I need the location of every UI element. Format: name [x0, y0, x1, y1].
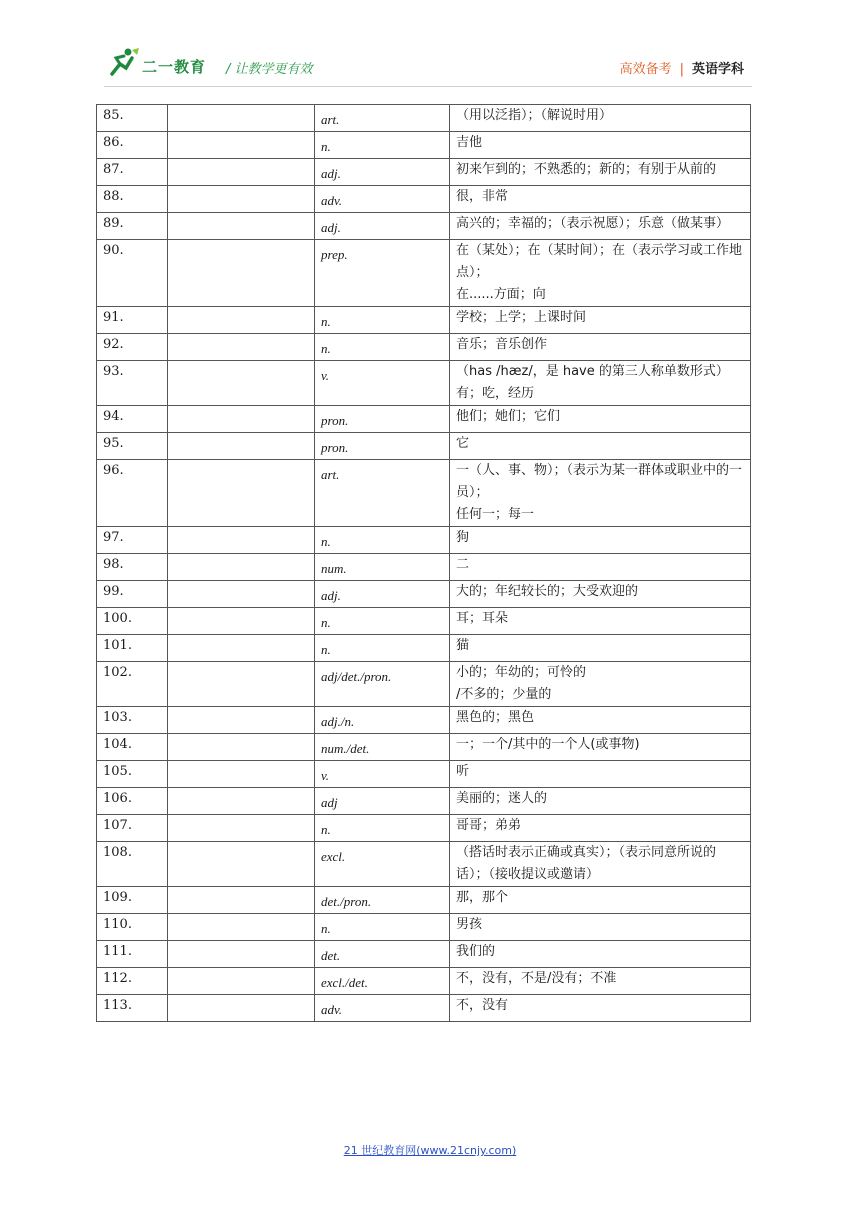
meaning-line: （has /hæz/，是 have 的第三人称单数形式）有；吃，经历: [456, 364, 729, 401]
row-number: 98.: [97, 554, 168, 581]
table-row: [97, 734, 751, 761]
part-of-speech: det./pron.: [321, 894, 372, 909]
row-number: 107.: [97, 815, 168, 842]
table-row: [97, 707, 751, 734]
page-header: [0, 0, 860, 100]
meaning-cell: [450, 361, 751, 406]
part-of-speech: n.: [321, 642, 331, 657]
table-row: [97, 968, 751, 995]
word-blank-cell: [168, 527, 315, 554]
meaning-cell: [450, 968, 751, 995]
word-blank-cell: [168, 159, 315, 186]
meaning-line: 音乐；音乐创作: [456, 337, 548, 352]
row-number: 97.: [97, 527, 168, 554]
table-row: [97, 995, 751, 1022]
word-blank-cell: [168, 815, 315, 842]
word-blank-cell: [168, 581, 315, 608]
row-number: 95.: [97, 433, 168, 460]
meaning-line: 不，没有，不是/没有；不准: [456, 971, 617, 986]
part-of-speech: v.: [321, 768, 330, 783]
table-row: [97, 941, 751, 968]
meaning-cell: [450, 433, 751, 460]
meaning-cell: [450, 788, 751, 815]
meaning-line: 二: [456, 557, 470, 572]
word-blank-cell: [168, 105, 315, 132]
meaning-cell: [450, 240, 751, 307]
table-row: [97, 240, 751, 307]
part-of-speech-cell: [315, 761, 450, 788]
word-blank-cell: [168, 406, 315, 433]
meaning-cell: [450, 941, 751, 968]
meaning-line: （搭话时表示正确或真实）；（表示同意所说的话）；（接收提议或邀请）: [456, 845, 717, 882]
part-of-speech-cell: [315, 105, 450, 132]
part-of-speech: excl.: [321, 849, 346, 864]
meaning-line: 听: [456, 764, 470, 779]
row-number: 110.: [97, 914, 168, 941]
row-number: 105.: [97, 761, 168, 788]
meaning-cell: [450, 608, 751, 635]
table-row: [97, 662, 751, 707]
part-of-speech: n.: [321, 534, 331, 549]
word-blank-cell: [168, 995, 315, 1022]
meaning-line: 猫: [456, 638, 470, 653]
part-of-speech-cell: [315, 527, 450, 554]
table-row: [97, 581, 751, 608]
meaning-cell: [450, 887, 751, 914]
row-number: 103.: [97, 707, 168, 734]
part-of-speech-cell: [315, 734, 450, 761]
row-number: 108.: [97, 842, 168, 887]
part-of-speech: n.: [321, 615, 331, 630]
footer-link[interactable]: 21 世纪教育网(www.21cnjy.com): [343, 1144, 517, 1157]
meaning-line: 哥哥；弟弟: [456, 818, 522, 833]
row-number: 90.: [97, 240, 168, 307]
vocabulary-table: [96, 104, 751, 1022]
table-row: [97, 842, 751, 887]
table-row: [97, 132, 751, 159]
meaning-line: 我们的: [456, 944, 496, 959]
part-of-speech-cell: [315, 361, 450, 406]
meaning-cell: [450, 186, 751, 213]
part-of-speech: art.: [321, 467, 340, 482]
meaning-line: 黑色的；黑色: [456, 710, 535, 725]
header-subject: [620, 58, 744, 77]
row-number: 109.: [97, 887, 168, 914]
meaning-cell: [450, 635, 751, 662]
table-row: [97, 554, 751, 581]
part-of-speech-cell: [315, 608, 450, 635]
row-number: 89.: [97, 213, 168, 240]
part-of-speech-cell: [315, 707, 450, 734]
table-row: [97, 788, 751, 815]
meaning-cell: [450, 734, 751, 761]
word-blank-cell: [168, 968, 315, 995]
meaning-cell: [450, 842, 751, 887]
meaning-line: （用以泛指）；（解说时用）: [456, 108, 613, 123]
meaning-line: 很，非常: [456, 189, 509, 204]
part-of-speech-cell: [315, 662, 450, 707]
meaning-cell: [450, 995, 751, 1022]
part-of-speech-cell: [315, 815, 450, 842]
part-of-speech-cell: [315, 941, 450, 968]
word-blank-cell: [168, 707, 315, 734]
word-blank-cell: [168, 635, 315, 662]
part-of-speech: adv.: [321, 1002, 343, 1017]
row-number: 91.: [97, 307, 168, 334]
meaning-cell: [450, 334, 751, 361]
meaning-line: 吉他: [456, 135, 483, 150]
row-number: 104.: [97, 734, 168, 761]
meaning-line: 高兴的；幸福的；（表示祝愿）；乐意（做某事）: [456, 216, 730, 231]
table-row: [97, 105, 751, 132]
word-blank-cell: [168, 734, 315, 761]
meaning-line: 耳；耳朵: [456, 611, 509, 626]
word-blank-cell: [168, 941, 315, 968]
meaning-line: 一（人、事、物）；（表示为某一群体或职业中的一员）；: [456, 463, 743, 500]
part-of-speech: n.: [321, 314, 331, 329]
part-of-speech: n.: [321, 139, 331, 154]
meaning-line: 初来乍到的；不熟悉的；新的；有别于从前的: [456, 162, 717, 177]
word-blank-cell: [168, 240, 315, 307]
part-of-speech: n.: [321, 822, 331, 837]
meaning-line: 那，那个: [456, 890, 509, 905]
word-blank-cell: [168, 433, 315, 460]
meaning-cell: [450, 707, 751, 734]
meaning-cell: [450, 307, 751, 334]
table-row: [97, 334, 751, 361]
header-primary: 高效备考: [619, 62, 672, 77]
table-row: [97, 460, 751, 527]
part-of-speech: n.: [321, 921, 331, 936]
part-of-speech: adj.: [321, 220, 341, 235]
row-number: 86.: [97, 132, 168, 159]
table-row: [97, 159, 751, 186]
word-blank-cell: [168, 460, 315, 527]
table-row: [97, 307, 751, 334]
row-number: 96.: [97, 460, 168, 527]
table-row: [97, 635, 751, 662]
meaning-cell: [450, 581, 751, 608]
row-number: 88.: [97, 186, 168, 213]
table-row: [97, 361, 751, 406]
part-of-speech-cell: [315, 433, 450, 460]
part-of-speech-cell: [315, 554, 450, 581]
part-of-speech: pron.: [321, 413, 349, 428]
part-of-speech-cell: [315, 307, 450, 334]
meaning-line: 在......方面；向: [456, 287, 546, 302]
part-of-speech: adj: [321, 795, 338, 810]
table-row: [97, 608, 751, 635]
table-row: [97, 406, 751, 433]
part-of-speech-cell: [315, 132, 450, 159]
part-of-speech-cell: [315, 460, 450, 527]
row-number: 101.: [97, 635, 168, 662]
part-of-speech: adj/det./pron.: [321, 669, 392, 684]
part-of-speech-cell: [315, 635, 450, 662]
part-of-speech: num.: [321, 561, 347, 576]
word-blank-cell: [168, 608, 315, 635]
word-blank-cell: [168, 662, 315, 707]
row-number: 106.: [97, 788, 168, 815]
brand-name: 二一教育: [142, 58, 207, 76]
row-number: 94.: [97, 406, 168, 433]
row-number: 87.: [97, 159, 168, 186]
meaning-cell: [450, 554, 751, 581]
meaning-cell: [450, 406, 751, 433]
meaning-cell: [450, 527, 751, 554]
meaning-cell: [450, 105, 751, 132]
meaning-line: 狗: [456, 530, 470, 545]
part-of-speech-cell: [315, 240, 450, 307]
row-number: 99.: [97, 581, 168, 608]
word-blank-cell: [168, 887, 315, 914]
part-of-speech-cell: [315, 159, 450, 186]
row-number: 100.: [97, 608, 168, 635]
part-of-speech: excl./det.: [321, 975, 368, 990]
table-row: [97, 527, 751, 554]
part-of-speech: v.: [321, 368, 330, 383]
table-row: [97, 815, 751, 842]
meaning-cell: [450, 761, 751, 788]
part-of-speech: adj./n.: [321, 714, 355, 729]
part-of-speech-cell: [315, 968, 450, 995]
meaning-cell: [450, 914, 751, 941]
row-number: 93.: [97, 361, 168, 406]
brand-slogan: / 让教学更有效: [226, 62, 313, 77]
word-blank-cell: [168, 554, 315, 581]
word-blank-cell: [168, 361, 315, 406]
word-blank-cell: [168, 914, 315, 941]
word-blank-cell: [168, 842, 315, 887]
meaning-cell: [450, 460, 751, 527]
part-of-speech: adj.: [321, 166, 341, 181]
meaning-cell: [450, 213, 751, 240]
part-of-speech: num./det.: [321, 741, 370, 756]
runner-logo-icon: [106, 46, 140, 80]
part-of-speech-cell: [315, 995, 450, 1022]
part-of-speech: art.: [321, 112, 340, 127]
meaning-cell: [450, 662, 751, 707]
part-of-speech-cell: [315, 788, 450, 815]
meaning-line: 美丽的；迷人的: [456, 791, 548, 806]
meaning-line: 男孩: [456, 917, 483, 932]
part-of-speech-cell: [315, 887, 450, 914]
part-of-speech-cell: [315, 842, 450, 887]
part-of-speech: prep.: [321, 247, 348, 262]
word-blank-cell: [168, 132, 315, 159]
part-of-speech-cell: [315, 213, 450, 240]
word-blank-cell: [168, 761, 315, 788]
table-row: [97, 914, 751, 941]
word-blank-cell: [168, 213, 315, 240]
part-of-speech: adv.: [321, 193, 343, 208]
header-divider: [104, 86, 752, 87]
meaning-line: 他们；她们；它们: [456, 409, 561, 424]
word-blank-cell: [168, 334, 315, 361]
meaning-line: 在（某处）；在（某时间）；在（表示学习或工作地点）；: [456, 243, 743, 280]
table-row: [97, 186, 751, 213]
row-number: 113.: [97, 995, 168, 1022]
row-number: 111.: [97, 941, 168, 968]
part-of-speech: det.: [321, 948, 341, 963]
row-number: 102.: [97, 662, 168, 707]
meaning-line: 一；一个/其中的一个人(或事物): [456, 737, 640, 752]
table-row: [97, 433, 751, 460]
header-separator: |: [679, 62, 684, 77]
meaning-line: 任何一；每一: [456, 507, 535, 522]
meaning-line: /不多的；少量的: [456, 687, 552, 702]
word-blank-cell: [168, 788, 315, 815]
meaning-line: 小的；年幼的；可怜的: [456, 665, 587, 680]
word-blank-cell: [168, 186, 315, 213]
page-footer: [0, 1142, 860, 1158]
meaning-line: 它: [456, 436, 470, 451]
part-of-speech: n.: [321, 341, 331, 356]
part-of-speech-cell: [315, 334, 450, 361]
part-of-speech-cell: [315, 581, 450, 608]
part-of-speech: adj.: [321, 588, 341, 603]
meaning-line: 大的；年纪较长的；大受欢迎的: [456, 584, 639, 599]
part-of-speech-cell: [315, 406, 450, 433]
brand-logo: [106, 46, 346, 86]
meaning-cell: [450, 815, 751, 842]
table-row: [97, 761, 751, 788]
meaning-cell: [450, 132, 751, 159]
meaning-cell: [450, 159, 751, 186]
row-number: 92.: [97, 334, 168, 361]
row-number: 85.: [97, 105, 168, 132]
table-row: [97, 213, 751, 240]
meaning-line: 不，没有: [456, 998, 509, 1013]
row-number: 112.: [97, 968, 168, 995]
header-secondary: 英语学科: [691, 62, 744, 77]
table-row: [97, 887, 751, 914]
part-of-speech-cell: [315, 914, 450, 941]
part-of-speech-cell: [315, 186, 450, 213]
meaning-line: 学校；上学；上课时间: [456, 310, 587, 325]
word-blank-cell: [168, 307, 315, 334]
part-of-speech: pron.: [321, 440, 349, 455]
